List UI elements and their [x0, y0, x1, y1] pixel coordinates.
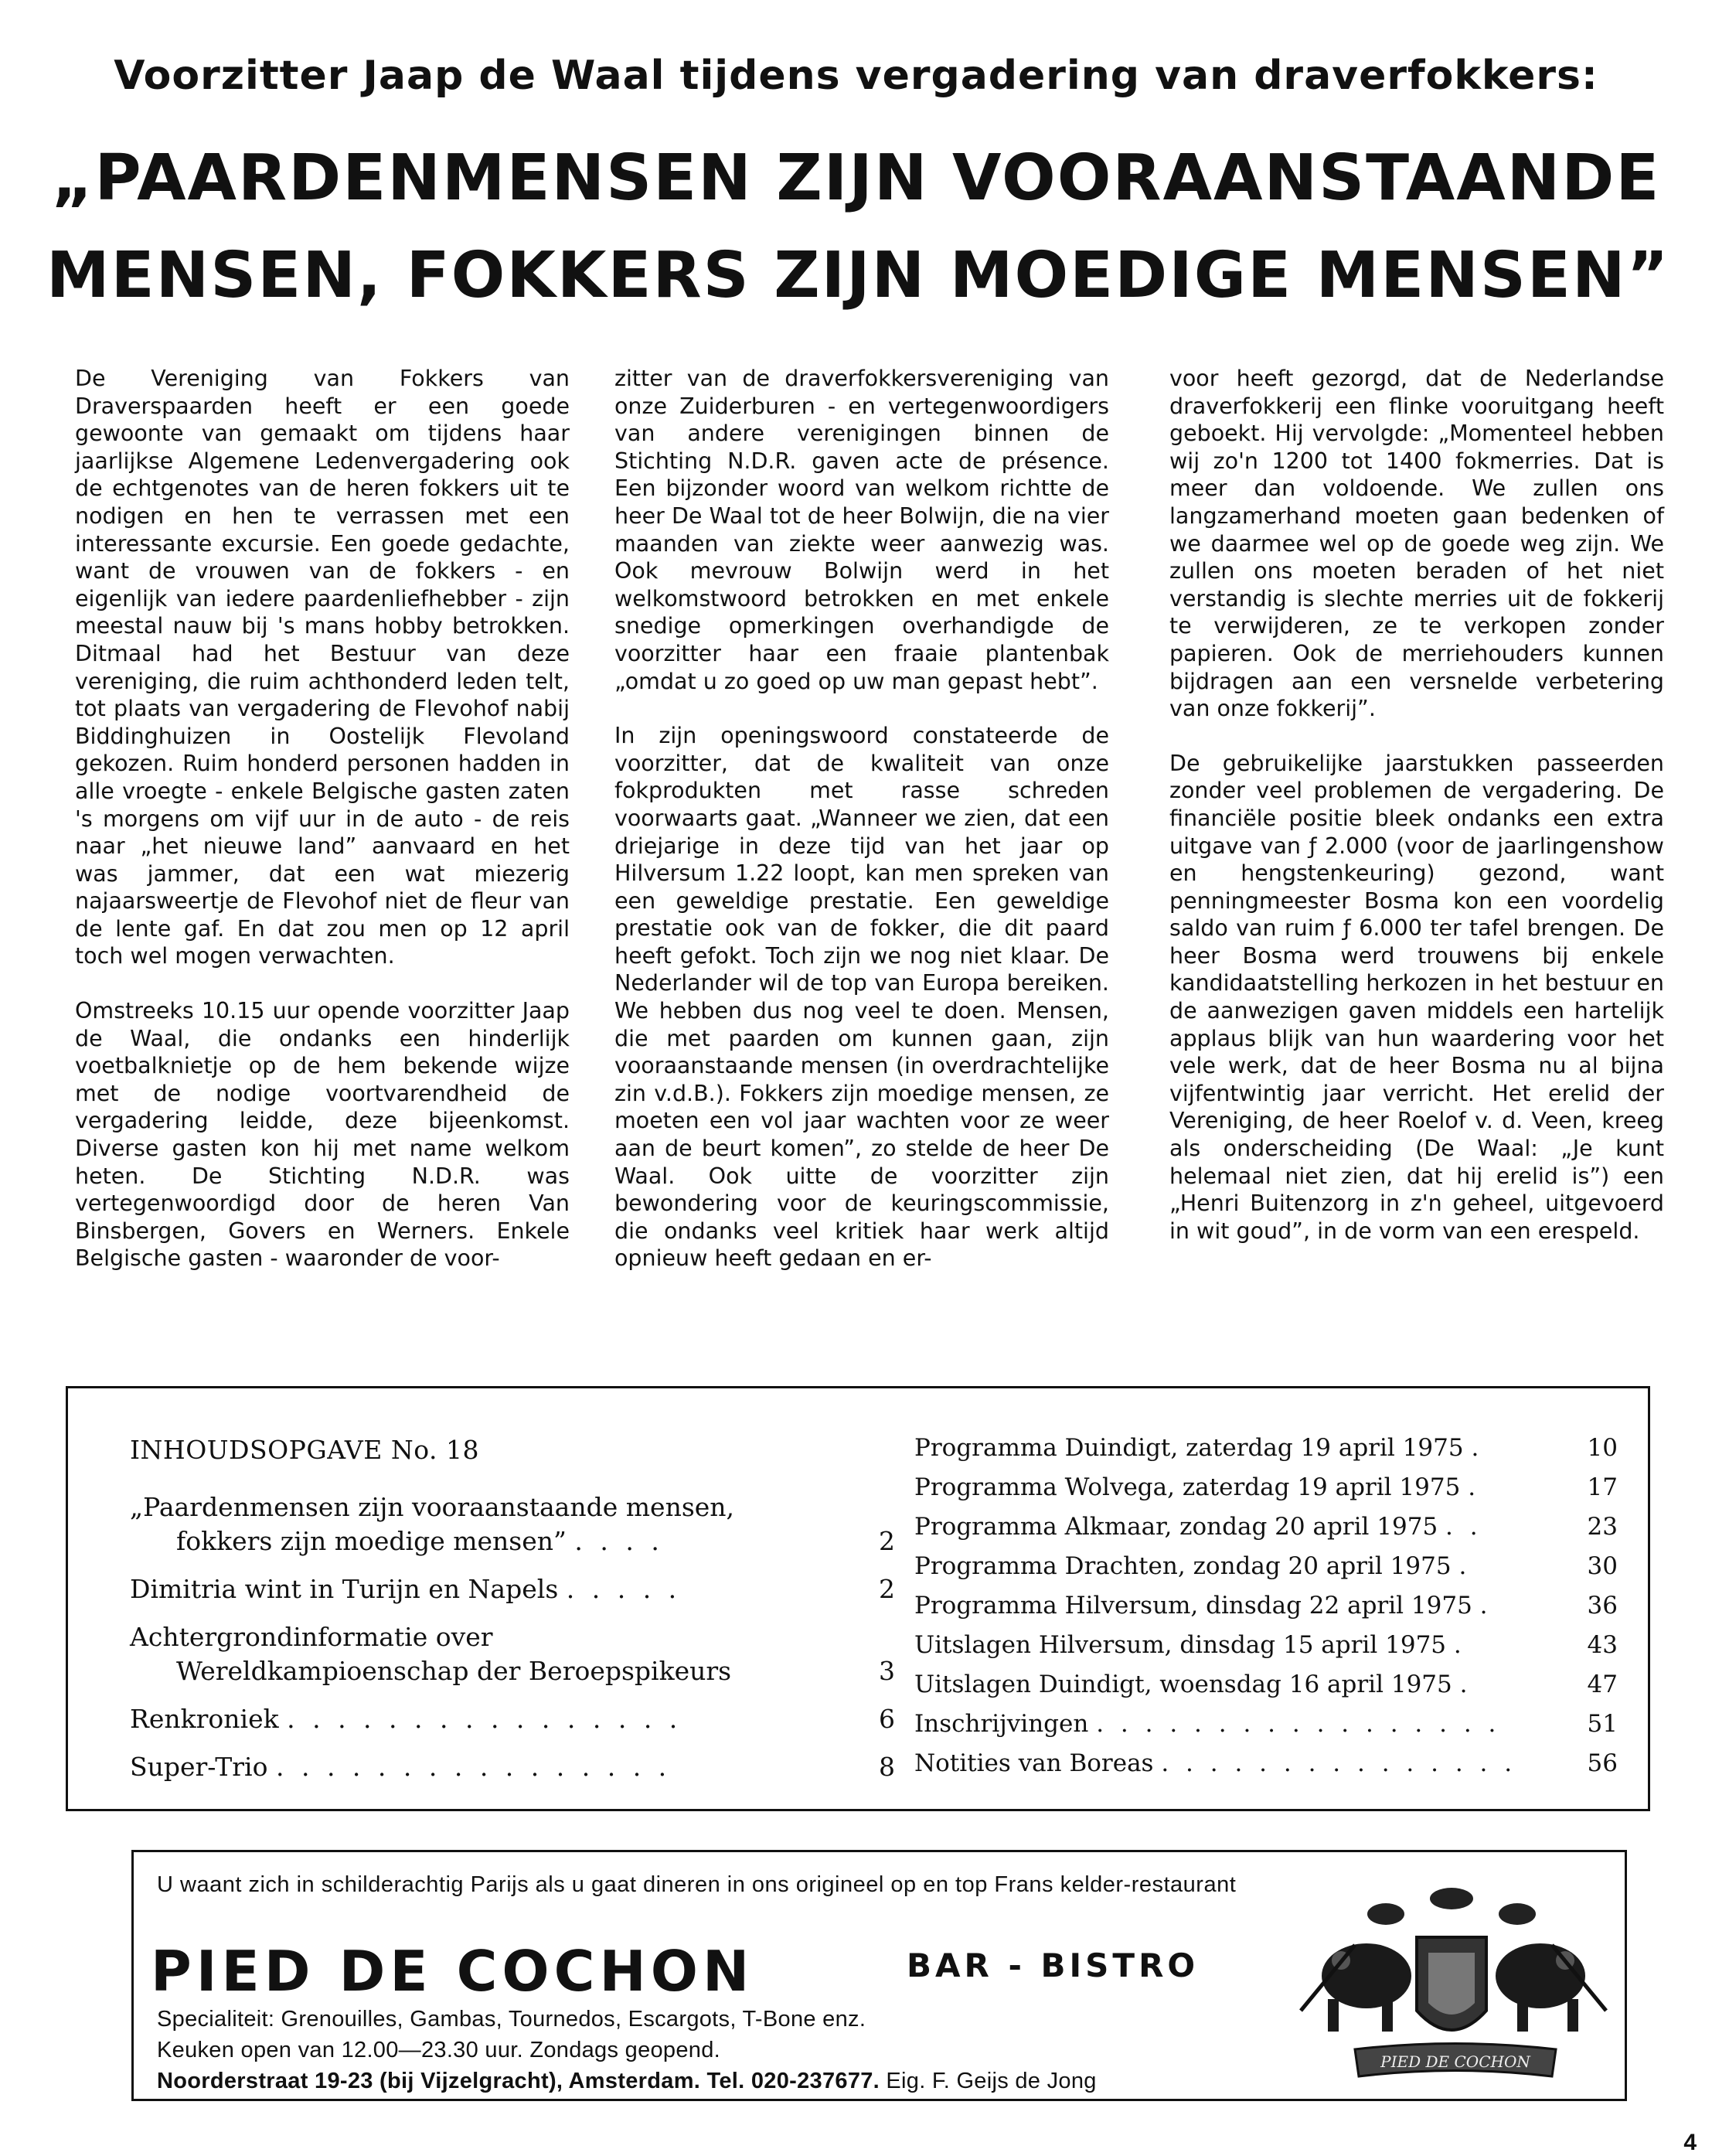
- paragraph: Omstreeks 10.15 uur opende voorzitter Jaap de Waal, die ondanks een hinderlijk voetbalknietje op de hem bekende wijze met de nodige voortvarendheid de vergadering leidde, deze bijeenkomst. Diverse gasten kon hij met name welkom heten. De Stichting N.D.R. was vertegenwoordigd door de heren Van Binsbergen, Govers en Werners. Enkele Belgische gasten - waaronder de voor-: [75, 998, 570, 1272]
- toc-entry-label: Notities van Boreas: [914, 1749, 1154, 1777]
- toc-page-number: 6: [879, 1704, 895, 1734]
- toc-entry-label: Uitslagen Hilversum, dinsdag 15 april 1975: [914, 1631, 1447, 1659]
- restaurant-advertisement: [131, 1850, 1627, 2101]
- toc-entry-line: „Paardenmensen zijn vooraanstaande mensen,: [130, 1492, 735, 1522]
- toc-page-number: 3: [879, 1656, 895, 1686]
- toc-entry-label: Renkroniek: [130, 1704, 279, 1734]
- article-column-3: [1169, 365, 1664, 1272]
- toc-leader: . . . .: [574, 1526, 664, 1556]
- toc-entry-line: Achtergrondinformatie over: [130, 1622, 493, 1652]
- toc-leader: .: [1468, 1473, 1481, 1501]
- ad-bar-bistro: BAR - BISTRO: [907, 1947, 1200, 1984]
- ad-restaurant-name: PIED DE COCHON: [151, 1939, 754, 2004]
- toc-entry[interactable]: [914, 1547, 1618, 1586]
- toc-leader: . . . . . . . . . . . . . . . .: [275, 1752, 672, 1782]
- toc-leader: . . . . . . . . . . . . . . .: [1161, 1749, 1517, 1777]
- toc-page-number: 47: [1587, 1671, 1618, 1698]
- toc-entry[interactable]: [130, 1572, 895, 1606]
- toc-page-number: 17: [1587, 1473, 1618, 1501]
- ad-intro-text: U waant zich in schilderachtig Parijs als u gaat dineren in ons origineel op en top Frans kelder-restaurant: [157, 1872, 1237, 1897]
- toc-leader: .: [1479, 1592, 1492, 1620]
- toc-page-number: 56: [1587, 1749, 1618, 1777]
- paragraph: zitter van de draverfokkersvereniging van onze Zuiderburen - en vertegenwoordigers van andere verenigingen binnen de Stichting N.D.R. gaven acte de présence. Een bijzonder woord van welkom richtte de heer De Waal tot de heer Bolwijn, die na vier maanden van ziekte weer aanwezig was. Ook mevrouw Bolwijn werd in het welkomstwoord betrokken en met enkele snedige opmerkingen overhandigde de voorzitter haar een fraaie plantenbak „omdat u zo goed op uw man gepast hebt”.: [614, 366, 1109, 694]
- toc-entry[interactable]: [130, 1620, 895, 1688]
- toc-entry[interactable]: [914, 1665, 1618, 1705]
- toc-page-number: 2: [879, 1574, 895, 1604]
- table-of-contents: [66, 1386, 1650, 1811]
- toc-leader: . . . . . . . . . . . . . . . . .: [1096, 1710, 1501, 1738]
- ad-opening-hours: Keuken open van 12.00—23.30 uur. Zondags geopend.: [157, 2038, 720, 2062]
- toc-entry[interactable]: [914, 1429, 1618, 1468]
- toc-entry[interactable]: [914, 1744, 1618, 1783]
- toc-entry-label: Dimitria wint in Turijn en Napels: [130, 1574, 559, 1604]
- toc-entry-label: Programma Wolvega, zaterdag 19 april 1975: [914, 1473, 1461, 1501]
- paragraph: In zijn openingswoord constateerde de voorzitter, dat de kwaliteit van onze fokprodukten met rasse schreden voorwaarts gaat. „Wanneer we zien, dat een driejarige in deze tijd van het jaar op Hilversum 1.22 loopt, kan men spreken van een geweldige prestatie. Een geweldige prestatie ook van de fokker, die dit paard heeft gefokt. Toch zijn we nog niet klaar. De Nederlander wil de top van Europa bereiken. We hebben dus nog veel te doen. Mensen, die met paarden om kunnen gaan, zijn vooraanstaande mensen (in overdrachtelijke zin v.d.B.). Fokkers zijn moedige mensen, ze moeten een vol jaar wachten voor ze weer aan de beurt komen”, zo stelde de heer De Waal. Ook uitte de voorzitter zijn bewondering voor de keuringscommissie, die ondanks veel kritiek haar werk altijd opnieuw heeft gedaan en er-: [614, 723, 1109, 1272]
- headline: [46, 130, 1670, 325]
- toc-leader: .: [1453, 1631, 1466, 1659]
- ad-address-line: [157, 2069, 1097, 2094]
- paragraph: De Vereniging van Fokkers van Draverspaarden heeft er een goede gewoonte van gemaakt om tijdens haar jaarlijkse Algemene Ledenvergadering ook de echtgenotes van de heren fokkers uit te nodigen en hen te verrassen met een interessante excursie. Een goede gedachte, want de vrouwen van de fokkers - en eigenlijk van iedere paardenliefhebber - zijn meestal nauw bij 's mans hobby betrokken. Ditmaal had het Bestuur van deze vereniging, die ruim achthonderd leden telt, tot plaats van vergadering de Flevohof nabij Biddinghuizen in Oostelijk Flevoland gekozen. Ruim honderd personen hadden in alle vroegte - enkele Belgische gasten zaten 's morgens om vijf uur in de auto - de reis naar „het nieuwe land” aanvaard en het was jammer, dat een wat miezerig najaarsweertje de Flevohof niet de fleur van de lente gaf. En dat zou men op 12 april toch wel mogen verwachten.: [75, 366, 570, 969]
- toc-leader: .: [1471, 1434, 1484, 1462]
- toc-page-number: 23: [1587, 1513, 1618, 1541]
- toc-entry-label: Inschrijvingen: [914, 1710, 1089, 1738]
- article-column-2: [614, 365, 1109, 1299]
- toc-title: INHOUDSOPGAVE No. 18: [130, 1435, 479, 1465]
- toc-entry-label: Programma Alkmaar, zondag 20 april 1975: [914, 1513, 1438, 1541]
- toc-right-column: [914, 1429, 1618, 1783]
- headline-line-2: MENSEN, FOKKERS ZIJN MOEDIGE MENSEN”: [46, 239, 1670, 312]
- toc-entry-label: Programma Drachten, zondag 20 april 1975: [914, 1552, 1452, 1580]
- crest-ribbon-text: PIED DE COCHON: [1380, 2052, 1530, 2071]
- toc-page-number: 30: [1587, 1552, 1618, 1580]
- toc-left-column: [130, 1433, 895, 1798]
- toc-entry[interactable]: [130, 1750, 895, 1784]
- toc-entry-label: Wereldkampioenschap der Beroepspikeurs: [176, 1656, 732, 1686]
- toc-page-number: 51: [1587, 1710, 1618, 1738]
- toc-entry[interactable]: [914, 1468, 1618, 1507]
- ad-speciality: Specialiteit: Grenouilles, Gambas, Tournedos, Escargots, T-Bone enz.: [157, 2007, 866, 2032]
- page-number: 4: [1683, 2130, 1697, 2155]
- kicker-line: Voorzitter Jaap de Waal tijdens vergadering van draverfokkers:: [114, 53, 1598, 99]
- pig-crest-logo-icon: [1293, 1883, 1618, 2096]
- toc-leader: .: [1458, 1552, 1472, 1580]
- paragraph: De gebruikelijke jaarstukken passeerden zonder veel problemen de vergadering. De financiële positie bleek ondanks een extra uitgave van ƒ 2.000 (voor de jaarlingenshow en hengstenkeuring) gezond, want penningmeester Bosma kon een voordelig saldo van ruim ƒ 6.000 ter tafel brengen. De heer Bosma werd trouwens bij enkele kandidaatstelling herkozen in het bestuur en de aanwezigen gaven middels een hartelijk applaus blijk van hun waardering voor het vele werk, dat de heer Bosma nu al bijna vijfentwintig jaar verricht. Het erelid der Vereniging, de heer Roelof v. d. Veen, kreeg als onderscheiding (De Waal: „Je kunt helemaal niet zien, dat hij erelid is”) een „Henri Buitenzorg in z'n geheel, uitgevoerd in wit goud”, in de vorm van een erespeld.: [1169, 750, 1664, 1244]
- toc-page-number: 8: [879, 1752, 895, 1782]
- toc-leader: . . . . . . . . . . . . . . . .: [287, 1704, 682, 1734]
- toc-entry-label: Uitslagen Duindigt, woensdag 16 april 1975: [914, 1671, 1452, 1698]
- toc-page-number: 43: [1587, 1631, 1618, 1659]
- toc-entry[interactable]: [130, 1490, 895, 1558]
- ad-address: Noorderstraat 19-23 (bij Vijzelgracht), Amsterdam. Tel. 020-237677.: [157, 2069, 880, 2093]
- toc-entry[interactable]: [914, 1507, 1618, 1547]
- toc-leader: . . . . .: [566, 1574, 682, 1604]
- toc-leader: . .: [1445, 1513, 1482, 1541]
- toc-entry[interactable]: [130, 1702, 895, 1736]
- toc-page-number: 10: [1587, 1434, 1618, 1462]
- headline-line-1: „PAARDENMENSEN ZIJN VOORAANSTAANDE: [51, 141, 1661, 215]
- toc-entry-label: fokkers zijn moedige mensen”: [176, 1526, 567, 1556]
- toc-page-number: 2: [879, 1526, 895, 1556]
- toc-entry-label: Super-Trio: [130, 1752, 268, 1782]
- toc-leader: .: [1459, 1671, 1472, 1698]
- toc-entry[interactable]: [914, 1626, 1618, 1665]
- ad-owner: Eig. F. Geijs de Jong: [886, 2069, 1097, 2093]
- toc-page-number: 36: [1587, 1592, 1618, 1620]
- toc-entry[interactable]: [914, 1705, 1618, 1744]
- toc-entry-label: Programma Hilversum, dinsdag 22 april 1975: [914, 1592, 1472, 1620]
- paragraph: voor heeft gezorgd, dat de Nederlandse draverfokkerij een flinke vooruitgang heeft geboekt. Hij vervolgde: „Momenteel hebben wij zo'n 1200 tot 1400 fokmerries. Dat is meer dan voldoende. We zullen ons langzamerhand moeten gaan bedenken of we daarmee wel op de goede weg zijn. We zullen ons moeten beraden of het niet verstandig is slechte merries uit de fokkerij te verwijderen, ze te verkopen zonder papieren. Ook de merriehouders kunnen bijdragen aan een versnelde verbetering van onze fokkerij”.: [1169, 366, 1664, 722]
- toc-entry-label: Programma Duindigt, zaterdag 19 april 1975: [914, 1434, 1464, 1462]
- toc-entry[interactable]: [914, 1586, 1618, 1626]
- article-column-1: [75, 365, 570, 1299]
